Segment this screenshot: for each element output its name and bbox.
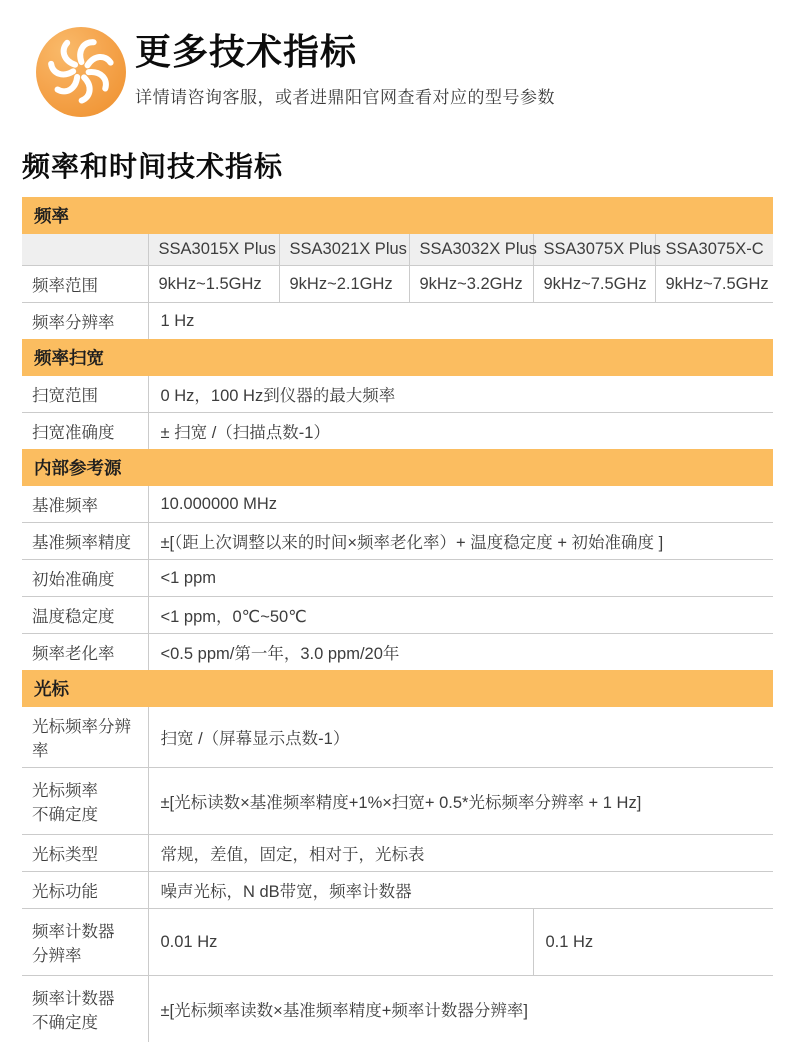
cell-value: 9kHz~1.5GHz <box>148 266 279 303</box>
cell-value: 9kHz~7.5GHz <box>655 266 773 303</box>
cell-value: <1 ppm <box>148 560 773 597</box>
cell-value: ±[光标频率读数×基准频率精度+频率计数器分辨率] <box>148 976 773 1042</box>
model-header: SSA3015X Plus <box>148 234 279 266</box>
section-title: 频率和时间技术指标 <box>22 145 790 185</box>
model-header-row <box>22 234 773 266</box>
band-marker-label: 光标 <box>22 670 773 707</box>
row-ref-freq <box>22 486 773 523</box>
model-header-empty-cell <box>22 234 148 266</box>
row-counter-resolution <box>22 909 773 976</box>
page-subtitle: 详情请咨询客服，或者进鼎阳官网查看对应的型号参数 <box>135 83 555 108</box>
row-label: 温度稳定度 <box>22 597 148 634</box>
row-marker-freq-resolution <box>22 707 773 768</box>
row-label: 基准频率精度 <box>22 523 148 560</box>
row-label: 光标频率分辨率 <box>22 707 148 768</box>
row-label: 频率计数器 不确定度 <box>22 976 148 1042</box>
row-initial-accuracy <box>22 560 773 597</box>
model-header: SSA3032X Plus <box>409 234 533 266</box>
band-internal-ref <box>22 449 773 486</box>
row-temp-stability <box>22 597 773 634</box>
row-marker-type <box>22 835 773 872</box>
cell-value: 9kHz~2.1GHz <box>279 266 409 303</box>
row-label: 频率计数器 分辨率 <box>22 909 148 976</box>
cell-value: 扫宽 /（屏幕显示点数-1） <box>148 707 773 768</box>
row-span-range <box>22 376 773 413</box>
row-label: 扫宽范围 <box>22 376 148 413</box>
cell-value: 1 Hz <box>148 303 773 340</box>
model-header: SSA3075X-C <box>655 234 773 266</box>
brand-logo <box>36 27 126 117</box>
row-aging-rate <box>22 634 773 671</box>
band-marker <box>22 670 773 707</box>
band-span <box>22 339 773 376</box>
row-label: 光标功能 <box>22 872 148 909</box>
row-marker-freq-uncertainty <box>22 768 773 835</box>
row-label: 基准频率 <box>22 486 148 523</box>
cell-value: 噪声光标，N dB带宽，频率计数器 <box>148 872 773 909</box>
band-internal-ref-label: 内部参考源 <box>22 449 773 486</box>
band-span-label: 频率扫宽 <box>22 339 773 376</box>
row-label: 频率范围 <box>22 266 148 303</box>
cell-value: <0.5 ppm/第一年，3.0 ppm/20年 <box>148 634 773 671</box>
cell-value: ± 扫宽 /（扫描点数-1） <box>148 413 773 450</box>
cell-value: ±[光标读数×基准频率精度+1%×扫宽+ 0.5*光标频率分辨率 + 1 Hz] <box>148 768 773 835</box>
cell-value: 9kHz~7.5GHz <box>533 266 655 303</box>
row-span-accuracy <box>22 413 773 450</box>
row-label: 光标频率 不确定度 <box>22 768 148 835</box>
row-freq-range <box>22 266 773 303</box>
row-label: 频率老化率 <box>22 634 148 671</box>
band-frequency-label: 频率 <box>22 197 773 234</box>
row-freq-resolution <box>22 303 773 340</box>
row-label: 光标类型 <box>22 835 148 872</box>
model-header: SSA3075X Plus <box>533 234 655 266</box>
cell-value: 10.000000 MHz <box>148 486 773 523</box>
cell-value: 常规，差值，固定，相对于，光标表 <box>148 835 773 872</box>
cell-value: 0.01 Hz <box>148 909 533 976</box>
model-header: SSA3021X Plus <box>279 234 409 266</box>
row-counter-uncertainty <box>22 976 773 1042</box>
page-header <box>0 0 790 117</box>
row-label: 初始准确度 <box>22 560 148 597</box>
cell-value: <1 ppm，0℃~50℃ <box>148 597 773 634</box>
row-label: 扫宽准确度 <box>22 413 148 450</box>
spec-table <box>22 197 773 1042</box>
swirl-icon <box>44 33 118 112</box>
cell-value: 0 Hz，100 Hz到仪器的最大频率 <box>148 376 773 413</box>
page-title: 更多技术指标 <box>135 31 555 72</box>
cell-value: 9kHz~3.2GHz <box>409 266 533 303</box>
row-ref-freq-accuracy <box>22 523 773 560</box>
row-label: 频率分辨率 <box>22 303 148 340</box>
cell-value: ±[（距上次调整以来的时间×频率老化率）+ 温度稳定度 + 初始准确度 ] <box>148 523 773 560</box>
band-frequency <box>22 197 773 234</box>
header-text-block <box>135 27 555 108</box>
cell-value: 0.1 Hz <box>533 909 773 976</box>
row-marker-function <box>22 872 773 909</box>
